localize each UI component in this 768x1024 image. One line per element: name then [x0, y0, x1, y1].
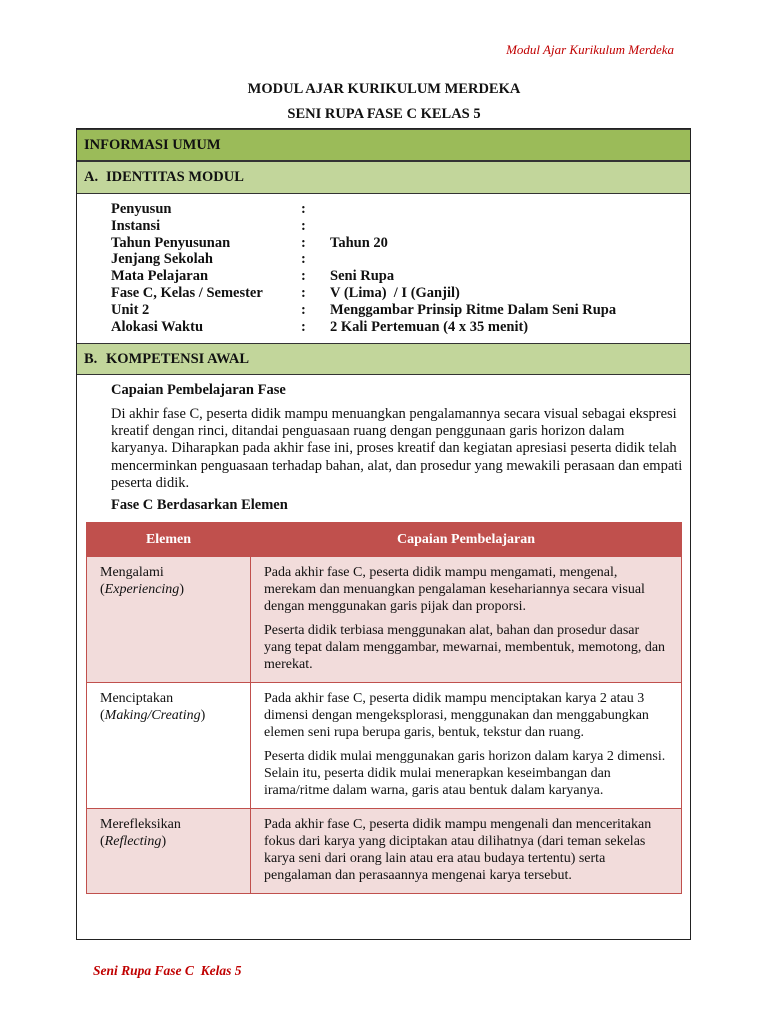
element-name-en: Making/Creating [104, 708, 201, 723]
identity-row [111, 319, 616, 336]
table-row [87, 809, 682, 894]
identity-colon: : [301, 284, 306, 301]
element-name-en: Reflecting [104, 834, 162, 849]
identity-row [111, 251, 616, 268]
identity-label: Mata Pelajaran [111, 268, 209, 285]
identity-list [111, 201, 616, 335]
column-header-achievement: Capaian Pembelajaran [251, 523, 682, 557]
identity-colon: : [301, 268, 306, 285]
element-cell: Merefleksikan (Reflecting) [87, 809, 251, 894]
identity-value: V (Lima) / I (Ganjil) [330, 284, 460, 301]
identity-label: Penyusun [111, 201, 172, 217]
table-row [87, 557, 682, 683]
section-b-header [77, 343, 690, 375]
identity-row [111, 285, 616, 302]
element-heading: Fase C Berdasarkan Elemen [111, 497, 288, 513]
identity-colon: : [301, 301, 306, 318]
footer-note: Seni Rupa Fase C Kelas 5 [93, 963, 242, 978]
identity-colon: : [301, 217, 306, 234]
identity-label: Tahun Penyusunan [111, 234, 231, 251]
section-a-header [77, 161, 690, 194]
header-note: Modul Ajar Kurikulum Merdeka [506, 42, 674, 57]
achievement-cell [251, 557, 682, 683]
identity-value: Menggambar Prinsip Ritme Dalam Seni Rupa [330, 301, 617, 318]
section-a-number: A. [84, 169, 99, 185]
identity-row [111, 218, 616, 235]
achievement-cell [251, 683, 682, 809]
section-b-number: B. [84, 350, 98, 367]
table-header-row [87, 523, 682, 557]
identity-colon: : [301, 234, 306, 251]
identity-colon: : [301, 201, 306, 217]
identity-label: Unit 2 [111, 301, 150, 318]
column-header-element: Elemen [87, 523, 251, 557]
identity-colon: : [301, 318, 306, 335]
identity-label: Alokasi Waktu [111, 318, 204, 335]
element-name: Menciptakan [100, 691, 174, 706]
element-name-en: Experiencing [104, 582, 180, 597]
section-a-label: IDENTITAS MODUL [106, 169, 244, 185]
achievement-cell [251, 809, 682, 894]
identity-row [111, 268, 616, 285]
section-general-info [77, 129, 690, 161]
identity-value: 2 Kali Pertemuan (4 x 35 menit) [330, 318, 529, 335]
element-name: Mengalami [100, 565, 164, 580]
achievement-paragraph: Pada akhir fase C, peserta didik mampu mengenali dan menceritakan fokus dari karya yang diciptakan atau dilihatnya (dari teman sekelas karya seni dari orang lain atau era atau budaya tertentu) serta pengalaman dan perasaannya mengenai karya tersebut. [264, 817, 652, 883]
element-cell: Menciptakan (Making/Creating) [87, 683, 251, 809]
cp-heading: Capaian Pembelajaran Fase [111, 382, 286, 398]
element-name: Merefleksikan [100, 817, 181, 832]
identity-row [111, 302, 616, 319]
identity-row [111, 235, 616, 252]
document-title: MODUL AJAR KURIKULUM MERDEKA [247, 81, 521, 97]
identity-colon: : [301, 251, 306, 268]
section-b-label: KOMPETENSI AWAL [106, 350, 250, 367]
document-subtitle: SENI RUPA FASE C KELAS 5 [287, 106, 481, 122]
identity-label: Instansi [111, 217, 161, 234]
achievement-paragraph: Peserta didik terbiasa menggunakan alat, bahan dan prosedur dasar yang tepat dalam menggambar, mewarnai, membentuk, memotong, dan merekat. [264, 623, 666, 672]
cp-element-table [86, 522, 682, 894]
identity-value: Seni Rupa [330, 268, 395, 285]
identity-row [111, 201, 616, 218]
identity-label: Jenjang Sekolah [111, 251, 213, 268]
achievement-paragraph: Peserta didik mulai menggunakan garis horizon dalam karya 2 dimensi. Selain itu, peserta didik mulai menerapkan keseimbangan dan irama/ritme dalam warna, garis atau bentuk dalam karyanya. [264, 749, 666, 798]
achievement-paragraph: Pada akhir fase C, peserta didik mampu menciptakan karya 2 atau 3 dimensi dengan mengeksplorasi, menggunakan dan menggabungkan elemen seni rupa berupa garis, bentuk, tekstur dan ruang. [264, 691, 649, 740]
table-row [87, 683, 682, 809]
section-general-label: INFORMASI UMUM [84, 136, 221, 153]
identity-label: Fase C, Kelas / Semester [111, 284, 263, 301]
cp-paragraph: Di akhir fase C, peserta didik mampu menuangkan pengalamannya secara visual sebagai ekspresi kreatif dengan rinci, ditandai penguasaan ruang dengan penggunaan garis horizon dalam karyanya. Diharapkan pada akhir fase ini, proses kreatif dan kegiatan apresiasi peserta didik telah mencerminkan penguasaan terhadap bahan, alat, dan prosedur yang mewakili perasaan dan empati peserta didik. [111, 406, 683, 491]
identity-value: Tahun 20 [330, 234, 388, 251]
achievement-paragraph: Pada akhir fase C, peserta didik mampu mengamati, mengenal, merekam dan menuangkan pengalaman kesehariannya secara visual dengan menggunakan garis pijak dan proporsi. [264, 565, 645, 614]
element-cell: Mengalami (Experiencing) [87, 557, 251, 683]
